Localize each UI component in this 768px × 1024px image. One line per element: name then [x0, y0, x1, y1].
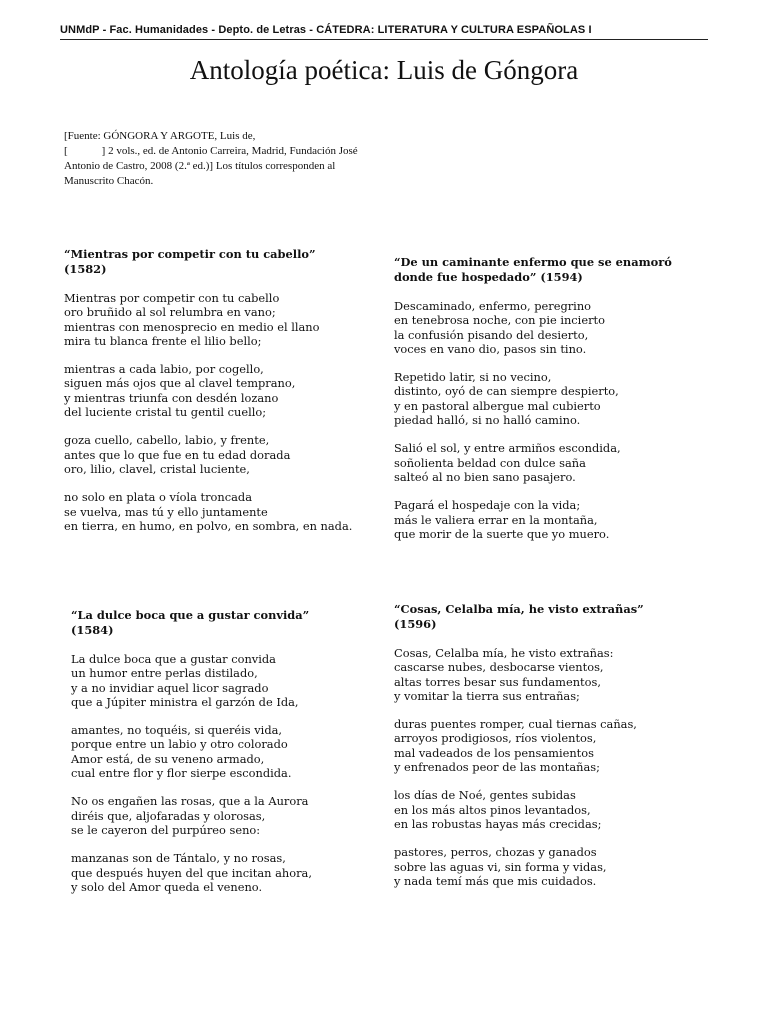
verse-line: mientras con menosprecio en medio el llano: [64, 319, 320, 334]
stanza: [394, 646, 694, 703]
source-text-1: [Fuente: GÓNGORA Y ARGOTE, Luis de,: [64, 130, 256, 142]
poem-title: “Mientras por competir con tu cabello” (1582): [64, 247, 316, 276]
stanza: [64, 490, 389, 533]
verse-line: distinto, oyó de can siempre despierto,: [394, 384, 619, 399]
poem-mientras: [64, 247, 389, 533]
verse-line: y enfrenados peor de las montañas;: [394, 760, 600, 775]
verse-line: no solo en plata o víola troncada: [64, 490, 252, 505]
stanza: [71, 723, 381, 780]
verse-line: se vuelva, mas tú y ello juntamente: [64, 504, 268, 519]
poem-title: “De un caminante enfermo que se enamoró donde fue hospedado” (1594): [394, 255, 672, 284]
stanza: [394, 370, 694, 427]
stanza: [71, 652, 381, 709]
verse-line: siguen más ojos que al clavel temprano,: [64, 376, 296, 391]
page-title: Antología poética: Luis de Góngora: [189, 55, 579, 85]
poem-dulce-boca: [71, 608, 381, 894]
verse-line: y nada temí más que mis cuidados.: [394, 873, 597, 888]
verse-line: altas torres besar sus fundamentos,: [394, 674, 601, 689]
verse-line: en los más altos pinos levantados,: [394, 802, 591, 817]
verse-line: manzanas son de Tántalo, y no rosas,: [71, 851, 286, 866]
verse-line: Pagará el hospedaje con la vida;: [394, 498, 581, 513]
verse-line: mira tu blanca frente el lilio bello;: [64, 333, 262, 348]
stanza: [394, 441, 694, 484]
verse-line: cual entre flor y flor sierpe escondida.: [71, 766, 292, 781]
verse-line: Mientras por competir con tu cabello: [64, 291, 280, 305]
stanza: [71, 851, 381, 894]
verse-line: porque entre un labio y otro colorado: [71, 737, 288, 752]
verse-line: y mientras triunfa con desdén lozano: [64, 390, 279, 405]
verse-line: del luciente cristal tu gentil cuello;: [64, 405, 267, 420]
verse-line: la confusión pisando del desierto,: [394, 327, 589, 342]
poem-caminante: [394, 255, 694, 541]
verse-line: y solo del Amor queda el veneno.: [71, 879, 263, 894]
verse-line: duras puentes romper, cual tiernas cañas,: [394, 717, 637, 732]
verse-line: voces en vano dio, pasos sin tino.: [394, 341, 587, 356]
verse-line: se le cayeron del purpúreo seno:: [71, 822, 261, 837]
verse-line: pastores, perros, chozas y ganados: [394, 845, 597, 860]
verse-line: Repetido latir, si no vecino,: [394, 370, 552, 385]
verse-line: Descaminado, enfermo, peregrino: [394, 299, 592, 313]
stanza: [394, 717, 694, 774]
stanza: [64, 291, 389, 348]
verse-line: y en pastoral albergue mal cubierto: [394, 398, 601, 413]
verse-line: diréis que, aljofaradas y olorosas,: [71, 808, 266, 823]
verse-line: y vomitar la tierra sus entrañas;: [394, 688, 580, 703]
verse-line: La dulce boca que a gustar convida: [71, 652, 276, 666]
source-note: [64, 129, 384, 189]
verse-line: que a Júpiter ministra el garzón de Ida,: [71, 694, 299, 709]
verse-line: mientras a cada labio, por cogello,: [64, 362, 264, 377]
verse-line: No os engañen las rosas, que a la Aurora: [71, 794, 309, 809]
poem-title: “Cosas, Celalba mía, he visto extrañas” (1596): [394, 602, 644, 631]
verse-line: oro bruñido al sol relumbra en vano;: [64, 305, 276, 320]
verse-line: Amor está, de su veneno armado,: [71, 751, 265, 766]
verse-line: y a no invidiar aquel licor sagrado: [71, 680, 269, 695]
stanza: [394, 788, 694, 831]
verse-line: en tenebrosa noche, con pie incierto: [394, 313, 605, 328]
verse-line: salteó al no bien sano pasajero.: [394, 469, 576, 484]
verse-line: goza cuello, cabello, labio, y frente,: [64, 433, 270, 448]
verse-line: Cosas, Celalba mía, he visto extrañas:: [394, 646, 614, 660]
stanza: [394, 845, 694, 888]
verse-line: mal vadeados de los pensamientos: [394, 745, 594, 760]
course-header: UNMdP - Fac. Humanidades - Depto. de Letras - CÁTEDRA: LITERATURA Y CULTURA ESPAÑOLAS I: [60, 24, 708, 40]
verse-line: los días de Noé, gentes subidas: [394, 788, 576, 803]
stanza: [64, 362, 389, 419]
verse-line: soñolienta beldad con dulce saña: [394, 455, 586, 470]
stanza: [394, 299, 694, 356]
verse-line: que después huyen del que incitan ahora,: [71, 865, 312, 880]
stanza: [64, 433, 389, 476]
verse-line: en tierra, en humo, en polvo, en sombra, en nada.: [64, 518, 353, 533]
source-text-2: ] 2 vols., ed. de Antonio Carreira, Madrid, Fundación José Antonio de Castro, 2008 (2.ª ed.)] Los títulos corresponden al Manuscrito Chacón.: [64, 145, 358, 187]
verse-line: antes que lo que fue en tu edad dorada: [64, 447, 291, 462]
verse-line: sobre las aguas vi, sin forma y vidas,: [394, 859, 607, 874]
poem-title: “La dulce boca que a gustar convida” (1584): [71, 608, 310, 637]
stanza: [71, 794, 381, 837]
verse-line: arroyos prodigiosos, ríos violentos,: [394, 731, 597, 746]
poem-celalba: [394, 602, 694, 888]
verse-line: que morir de la suerte que yo muero.: [394, 526, 610, 541]
verse-line: oro, lilio, clavel, cristal luciente,: [64, 461, 250, 476]
verse-line: más le valiera errar en la montaña,: [394, 512, 598, 527]
verse-line: un humor entre perlas distilado,: [71, 666, 258, 681]
verse-line: en las robustas hayas más crecidas;: [394, 816, 602, 831]
source-bracket: [: [64, 145, 68, 157]
verse-line: piedad halló, si no halló camino.: [394, 413, 581, 428]
verse-line: amantes, no toquéis, si queréis vida,: [71, 723, 283, 738]
verse-line: Salió el sol, y entre armiños escondida,: [394, 441, 621, 456]
verse-line: cascarse nubes, desbocarse vientos,: [394, 660, 604, 675]
stanza: [394, 498, 694, 541]
